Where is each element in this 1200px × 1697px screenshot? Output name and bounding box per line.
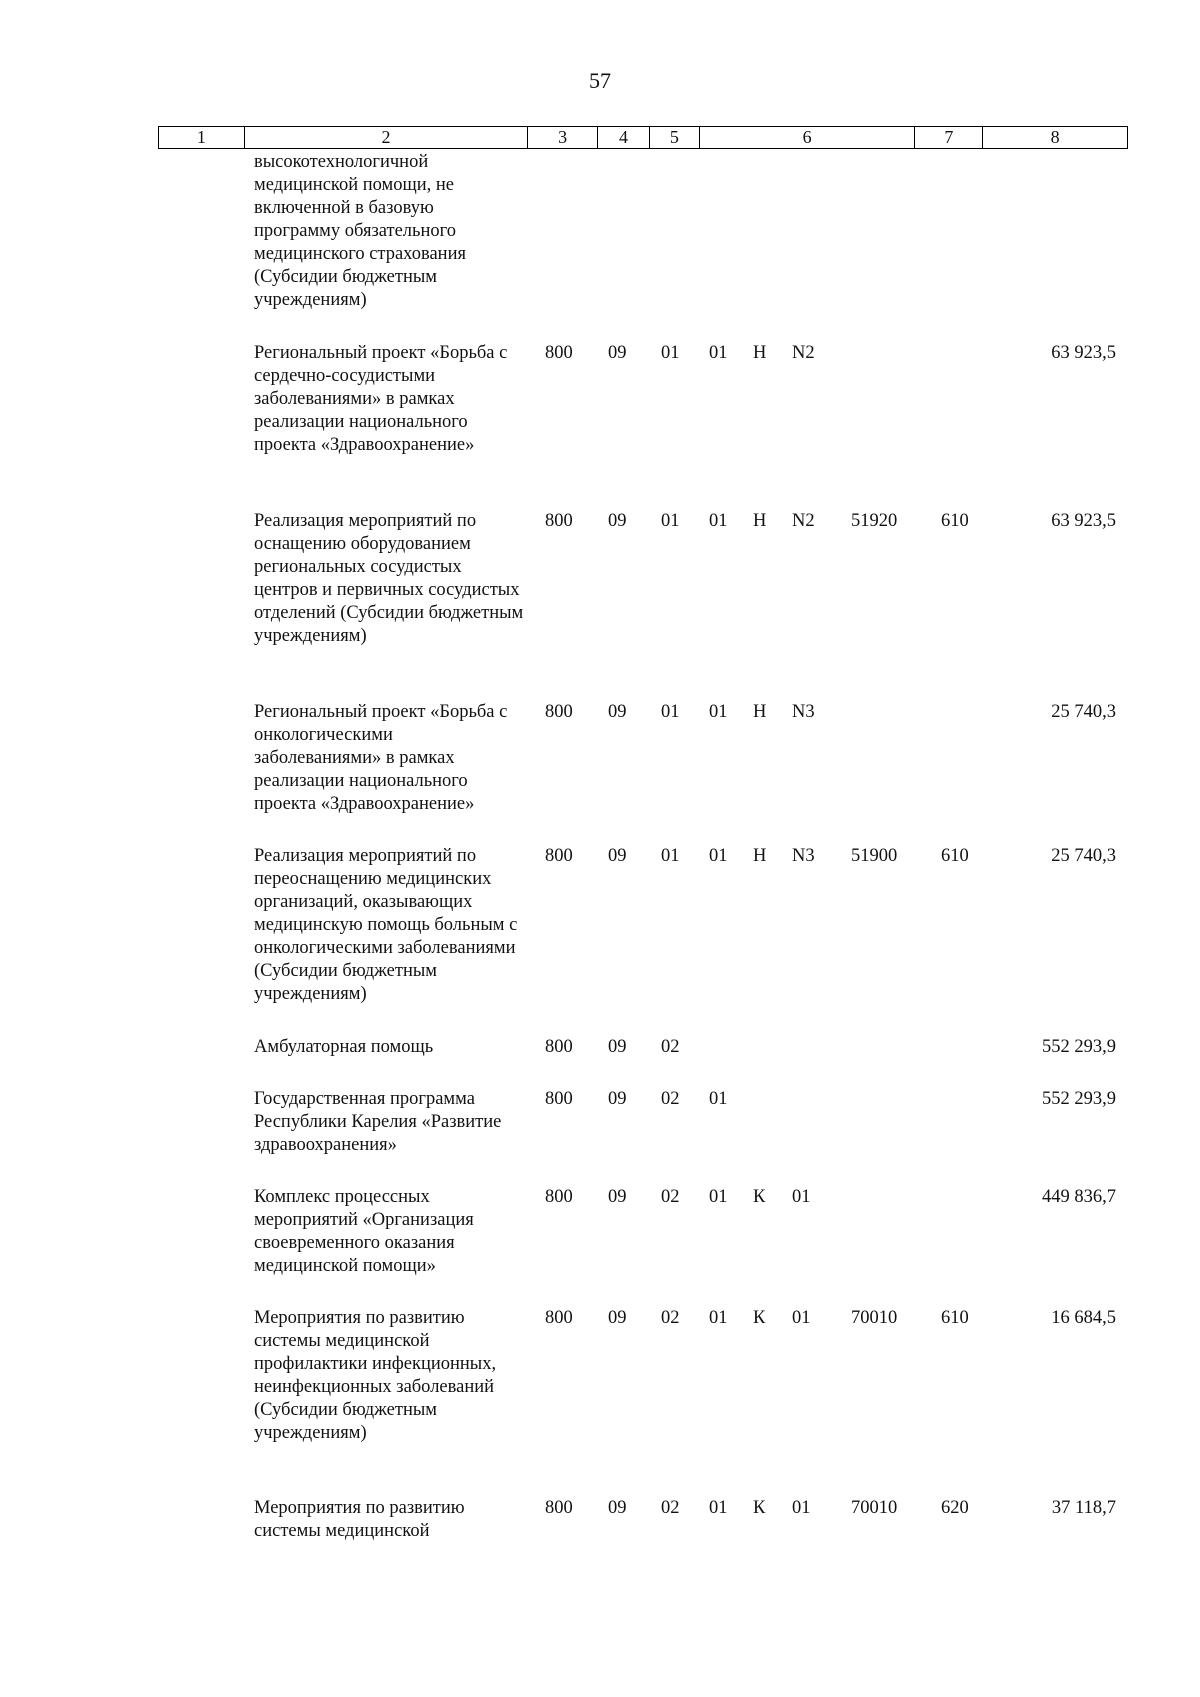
admin-code: 800 (545, 846, 573, 866)
subsection-code: 02 (661, 1089, 680, 1109)
direction-letter: К (753, 1308, 766, 1328)
direction-number: 01 (792, 1187, 811, 1207)
section-code: 09 (608, 846, 627, 866)
amount: 37 118,7 (1051, 1498, 1116, 1518)
direction-letter: Н (753, 702, 767, 722)
direction-number: N3 (792, 846, 815, 866)
target-code: 70010 (851, 1498, 898, 1518)
header-col-7: 7 (915, 127, 983, 148)
table-header (158, 126, 1128, 149)
admin-code: 800 (545, 1089, 573, 1109)
program-code: 01 (709, 846, 728, 866)
section-code: 09 (608, 1187, 627, 1207)
direction-number: 01 (792, 1308, 811, 1328)
row-description: Государственная программа Республики Карелия «Развитие здравоохранения» (254, 1089, 502, 1155)
amount: 25 740,3 (1051, 846, 1116, 866)
section-code: 09 (608, 702, 627, 722)
subsection-code: 01 (661, 702, 680, 722)
program-code: 01 (709, 1089, 728, 1109)
amount: 25 740,3 (1051, 702, 1116, 722)
admin-code: 800 (545, 343, 573, 363)
program-code: 01 (709, 1308, 728, 1328)
amount: 552 293,9 (1042, 1037, 1116, 1057)
subsection-code: 01 (661, 511, 680, 531)
subsection-code: 01 (661, 846, 680, 866)
direction-letter: Н (753, 511, 767, 531)
page-number: 57 (589, 68, 611, 93)
row-description: Мероприятия по развитию системы медицинской профилактики инфекционных, неинфекционных заболеваний (Субсидии бюджетным учреждениям) (254, 1308, 497, 1443)
expense-type-code: 610 (941, 511, 969, 531)
header-col-1: 1 (159, 127, 245, 148)
amount: 63 923,5 (1051, 511, 1116, 531)
row-description: Региональный проект «Борьба с сердечно-сосудистыми заболеваниями» в рамках реализации национального проекта «Здравоохранение» (254, 343, 508, 455)
direction-number: N2 (792, 511, 815, 531)
subsection-code: 02 (661, 1308, 680, 1328)
direction-letter: Н (753, 846, 767, 866)
program-code: 01 (709, 343, 728, 363)
subsection-code: 02 (661, 1187, 680, 1207)
row-description: высокотехнологичной медицинской помощи, не включенной в базовую программу обязательного медицинского страхования (Субсидии бюджетным учреждениям) (254, 152, 466, 310)
amount: 552 293,9 (1042, 1089, 1116, 1109)
row-description: Реализация мероприятий по переоснащению медицинских организаций, оказывающих медицинскую помощь больным с онкологическими заболеваниями (Субсидии бюджетным учреждениям) (254, 846, 518, 1004)
section-code: 09 (608, 511, 627, 531)
target-code: 51920 (851, 511, 898, 531)
subsection-code: 01 (661, 343, 680, 363)
admin-code: 800 (545, 1037, 573, 1057)
direction-number: N3 (792, 702, 815, 722)
section-code: 09 (608, 1037, 627, 1057)
direction-number: 01 (792, 1498, 811, 1518)
row-description: Комплекс процессных мероприятий «Организация своевременного оказания медицинской помощи» (254, 1187, 474, 1276)
admin-code: 800 (545, 1308, 573, 1328)
section-code: 09 (608, 1498, 627, 1518)
program-code: 01 (709, 1498, 728, 1518)
expense-type-code: 610 (941, 846, 969, 866)
direction-letter: К (753, 1187, 766, 1207)
program-code: 01 (709, 1187, 728, 1207)
header-col-2: 2 (245, 127, 528, 148)
header-col-8: 8 (1050, 127, 1060, 147)
section-code: 09 (608, 1308, 627, 1328)
expense-type-code: 620 (941, 1498, 969, 1518)
row-description: Региональный проект «Борьба с онкологическими заболеваниями» в рамках реализации национального проекта «Здравоохранение» (254, 702, 508, 814)
admin-code: 800 (545, 702, 573, 722)
admin-code: 800 (545, 1187, 573, 1207)
program-code: 01 (709, 702, 728, 722)
header-col-3: 3 (528, 127, 598, 148)
direction-letter: Н (753, 343, 767, 363)
amount: 63 923,5 (1051, 343, 1116, 363)
program-code: 01 (709, 511, 728, 531)
direction-letter: К (753, 1498, 766, 1518)
section-code: 09 (608, 343, 627, 363)
row-description: Мероприятия по развитию системы медицинской (254, 1498, 465, 1541)
direction-number: N2 (792, 343, 815, 363)
row-description: Реализация мероприятий по оснащению оборудованием региональных сосудистых центров и первичных сосудистых отделений (Субсидии бюджетным учреждениям) (254, 511, 524, 646)
header-col-4: 4 (598, 127, 650, 148)
target-code: 70010 (851, 1308, 898, 1328)
target-code: 51900 (851, 846, 898, 866)
admin-code: 800 (545, 511, 573, 531)
section-code: 09 (608, 1089, 627, 1109)
row-description: Амбулаторная помощь (254, 1037, 434, 1057)
subsection-code: 02 (661, 1037, 680, 1057)
expense-type-code: 610 (941, 1308, 969, 1328)
header-col-6: 6 (700, 127, 916, 148)
amount: 16 684,5 (1051, 1308, 1116, 1328)
amount: 449 836,7 (1042, 1187, 1116, 1207)
admin-code: 800 (545, 1498, 573, 1518)
header-col-5: 5 (650, 127, 700, 148)
subsection-code: 02 (661, 1498, 680, 1518)
